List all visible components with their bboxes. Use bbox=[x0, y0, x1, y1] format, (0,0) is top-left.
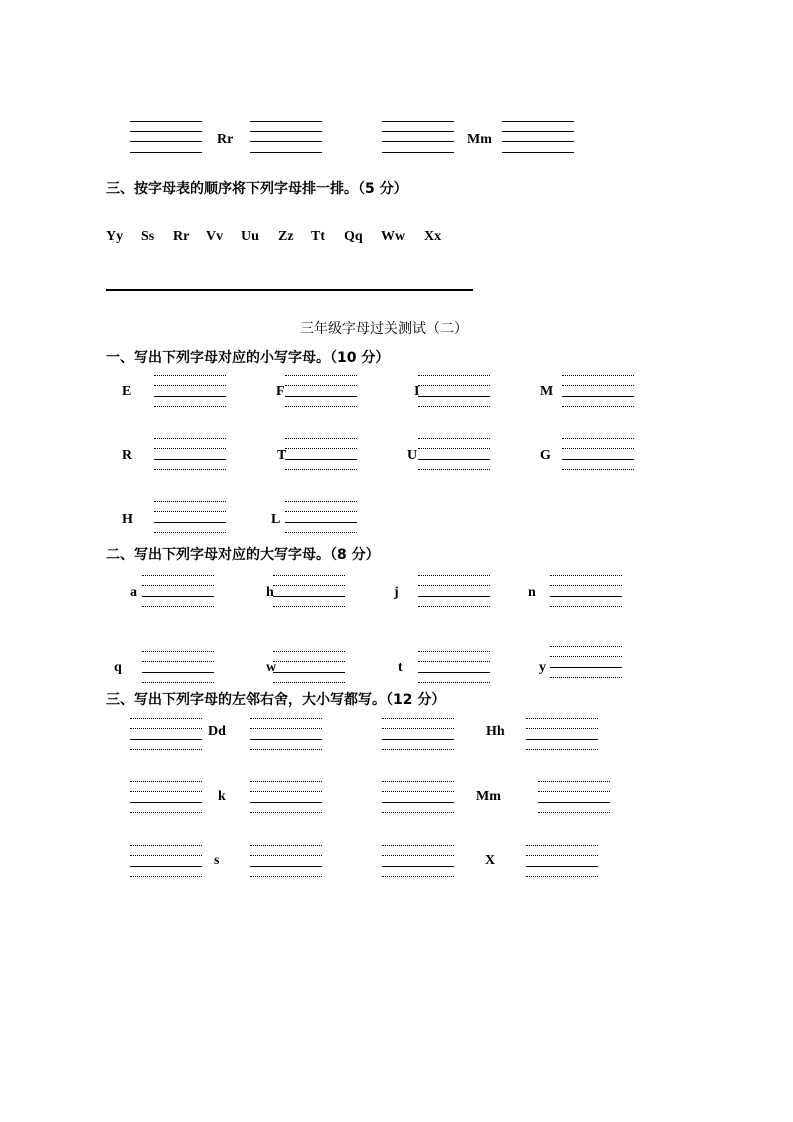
letter-label: Rr bbox=[217, 132, 234, 147]
letter-label: w bbox=[266, 660, 277, 675]
writing-lines[interactable] bbox=[142, 575, 214, 607]
letter-label: Hh bbox=[486, 724, 505, 739]
writing-lines[interactable] bbox=[562, 375, 634, 407]
writing-lines[interactable] bbox=[250, 845, 322, 877]
writing-lines[interactable] bbox=[382, 845, 454, 877]
writing-lines[interactable] bbox=[154, 501, 226, 533]
letter-label: Dd bbox=[208, 724, 226, 739]
writing-lines[interactable] bbox=[382, 718, 454, 750]
writing-lines[interactable] bbox=[418, 651, 490, 683]
letter-label: I bbox=[414, 384, 420, 399]
section-heading: 三、按字母表的顺序将下列字母排一排。（5 分） bbox=[106, 181, 408, 197]
writing-lines[interactable] bbox=[250, 121, 322, 153]
writing-lines[interactable] bbox=[550, 646, 622, 678]
writing-lines[interactable] bbox=[130, 845, 202, 877]
writing-lines[interactable] bbox=[250, 781, 322, 813]
letter-label: s bbox=[214, 853, 220, 868]
writing-lines[interactable] bbox=[526, 718, 598, 750]
letter-label: E bbox=[122, 384, 132, 399]
writing-lines[interactable] bbox=[273, 651, 345, 683]
letter-label: k bbox=[218, 789, 226, 804]
letter-label: G bbox=[540, 448, 551, 463]
letter-label: Qq bbox=[344, 229, 363, 244]
letter-label: Vv bbox=[206, 229, 224, 244]
writing-lines[interactable] bbox=[285, 501, 357, 533]
writing-lines[interactable] bbox=[382, 121, 454, 153]
section-heading: 三、写出下列字母的左邻右舍，大小写都写。（12 分） bbox=[106, 692, 446, 708]
letter-label: t bbox=[398, 660, 403, 675]
letter-label: U bbox=[407, 448, 418, 463]
writing-lines[interactable] bbox=[550, 575, 622, 607]
letter-label: Ww bbox=[381, 229, 406, 244]
letter-label: H bbox=[122, 512, 133, 527]
section-heading: 二、写出下列字母对应的大写字母。（8 分） bbox=[106, 547, 380, 563]
letter-label: j bbox=[394, 585, 399, 600]
writing-lines[interactable] bbox=[285, 375, 357, 407]
writing-lines[interactable] bbox=[526, 845, 598, 877]
letter-label: M bbox=[540, 384, 554, 399]
writing-lines[interactable] bbox=[130, 781, 202, 813]
writing-lines[interactable] bbox=[142, 651, 214, 683]
writing-lines[interactable] bbox=[562, 438, 634, 470]
letter-label: Xx bbox=[424, 229, 442, 244]
letter-label: Ss bbox=[141, 229, 155, 244]
writing-lines[interactable] bbox=[538, 781, 610, 813]
letter-label: R bbox=[122, 448, 133, 463]
letter-label: Zz bbox=[278, 229, 294, 244]
letter-label: n bbox=[528, 585, 536, 600]
section-heading: 一、写出下列字母对应的小写字母。（10 分） bbox=[106, 350, 390, 366]
writing-lines[interactable] bbox=[418, 438, 490, 470]
writing-lines[interactable] bbox=[418, 575, 490, 607]
writing-lines[interactable] bbox=[130, 718, 202, 750]
writing-lines[interactable] bbox=[502, 121, 574, 153]
letter-label: L bbox=[271, 512, 281, 527]
writing-lines[interactable] bbox=[250, 718, 322, 750]
writing-lines[interactable] bbox=[154, 438, 226, 470]
letter-label: Mm bbox=[467, 132, 492, 147]
writing-lines[interactable] bbox=[130, 121, 202, 153]
letter-label: Tt bbox=[311, 229, 325, 244]
letter-label: Uu bbox=[241, 229, 259, 244]
writing-lines[interactable] bbox=[418, 375, 490, 407]
writing-lines[interactable] bbox=[285, 438, 357, 470]
writing-lines[interactable] bbox=[154, 375, 226, 407]
writing-lines[interactable] bbox=[273, 575, 345, 607]
letter-label: q bbox=[114, 660, 122, 675]
letter-label: X bbox=[485, 853, 496, 868]
writing-lines[interactable] bbox=[382, 781, 454, 813]
answer-line[interactable] bbox=[106, 289, 473, 291]
letter-label: a bbox=[130, 585, 137, 600]
letter-label: F bbox=[276, 384, 285, 399]
letter-label: Mm bbox=[476, 789, 501, 804]
letter-label: Rr bbox=[173, 229, 190, 244]
letter-label: h bbox=[266, 585, 274, 600]
letter-label: Yy bbox=[106, 229, 124, 244]
letter-label: T bbox=[277, 448, 287, 463]
test-title: 三年级字母过关测试（二） bbox=[300, 321, 468, 337]
letter-label: y bbox=[539, 660, 546, 675]
